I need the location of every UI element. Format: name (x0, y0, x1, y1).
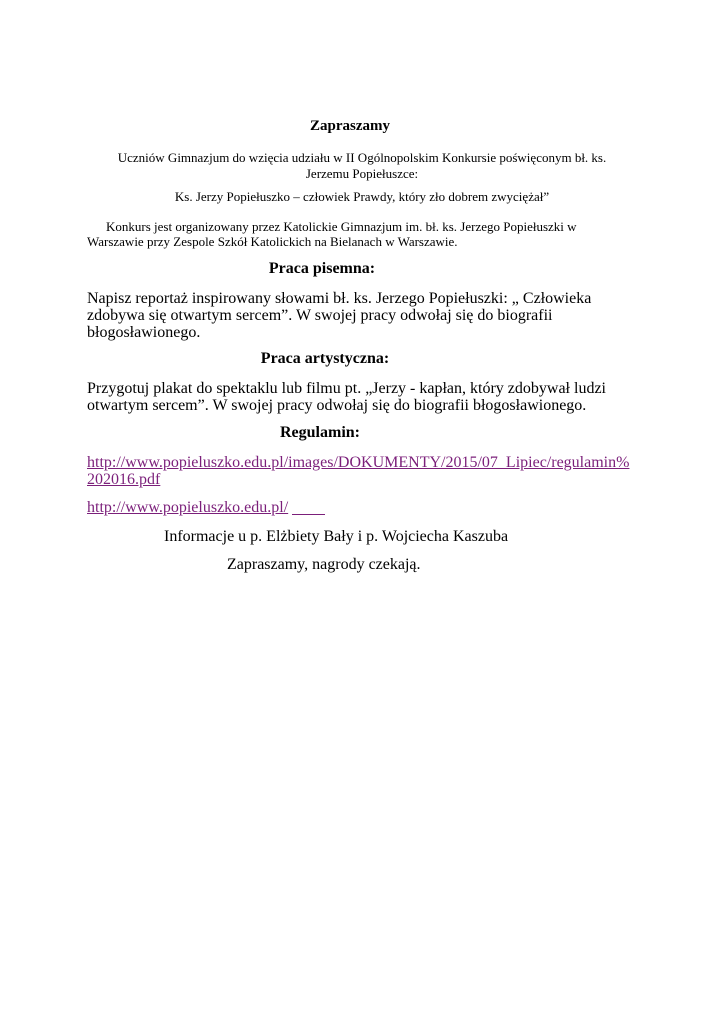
rules-heading: Regulamin: (280, 424, 360, 441)
rules-pdf-link-line-2[interactable]: 202016.pdf (87, 471, 161, 488)
written-work-heading: Praca pisemna: (268, 260, 376, 277)
rules-pdf-link[interactable] (87, 454, 629, 488)
intro-line-1: Uczniów Gimnazjum do wzięcia udziału w II Ogólnopolskim Konkursie poświęconym bł. ks. (117, 150, 607, 165)
intro-line-2: Jerzemu Popiełuszce: (305, 166, 419, 181)
artistic-work-line-2: otwartym sercem”. W swojej pracy odwołaj się do biografii błogosławionego. (87, 397, 587, 414)
artistic-work-heading: Praca artystyczna: (260, 350, 390, 367)
written-work-line-3: błogosławionego. (87, 324, 201, 341)
contest-title: Ks. Jerzy Popiełuszko – człowiek Prawdy, który zło dobrem zwyciężał” (174, 189, 550, 204)
organizer-line-1: Konkurs jest organizowany przez Katolickie Gimnazjum im. bł. ks. Jerzego Popiełuszki w (106, 219, 577, 234)
school-website-link[interactable]: http://www.popieluszko.edu.pl/ (87, 499, 289, 516)
organizer-line-2: Warszawie przy Zespole Szkół Katolickich na Bielanach w Warszawie. (87, 234, 458, 249)
page-title: Zapraszamy (310, 118, 390, 134)
contact-info: Informacje u p. Elżbiety Bały i p. Wojciecha Kaszuba (164, 528, 509, 545)
rules-pdf-link-line-1[interactable]: http://www.popieluszko.edu.pl/images/DOKUMENTY/2015/07_Lipiec/regulamin% (87, 454, 630, 471)
written-work-line-2: zdobywa się otwartym sercem”. W swojej pracy odwołaj się do biografii (87, 307, 553, 324)
artistic-work-line-1: Przygotuj plakat do spektaklu lub filmu pt. „Jerzy - kapłan, który zdobywał ludzi (87, 380, 606, 397)
link-underline-extension (292, 514, 325, 515)
closing-line: Zapraszamy, nagrody czekają. (227, 556, 421, 573)
written-work-line-1: Napisz reportaż inspirowany słowami bł. ks. Jerzego Popiełuszki: „ Człowieka (87, 290, 592, 307)
